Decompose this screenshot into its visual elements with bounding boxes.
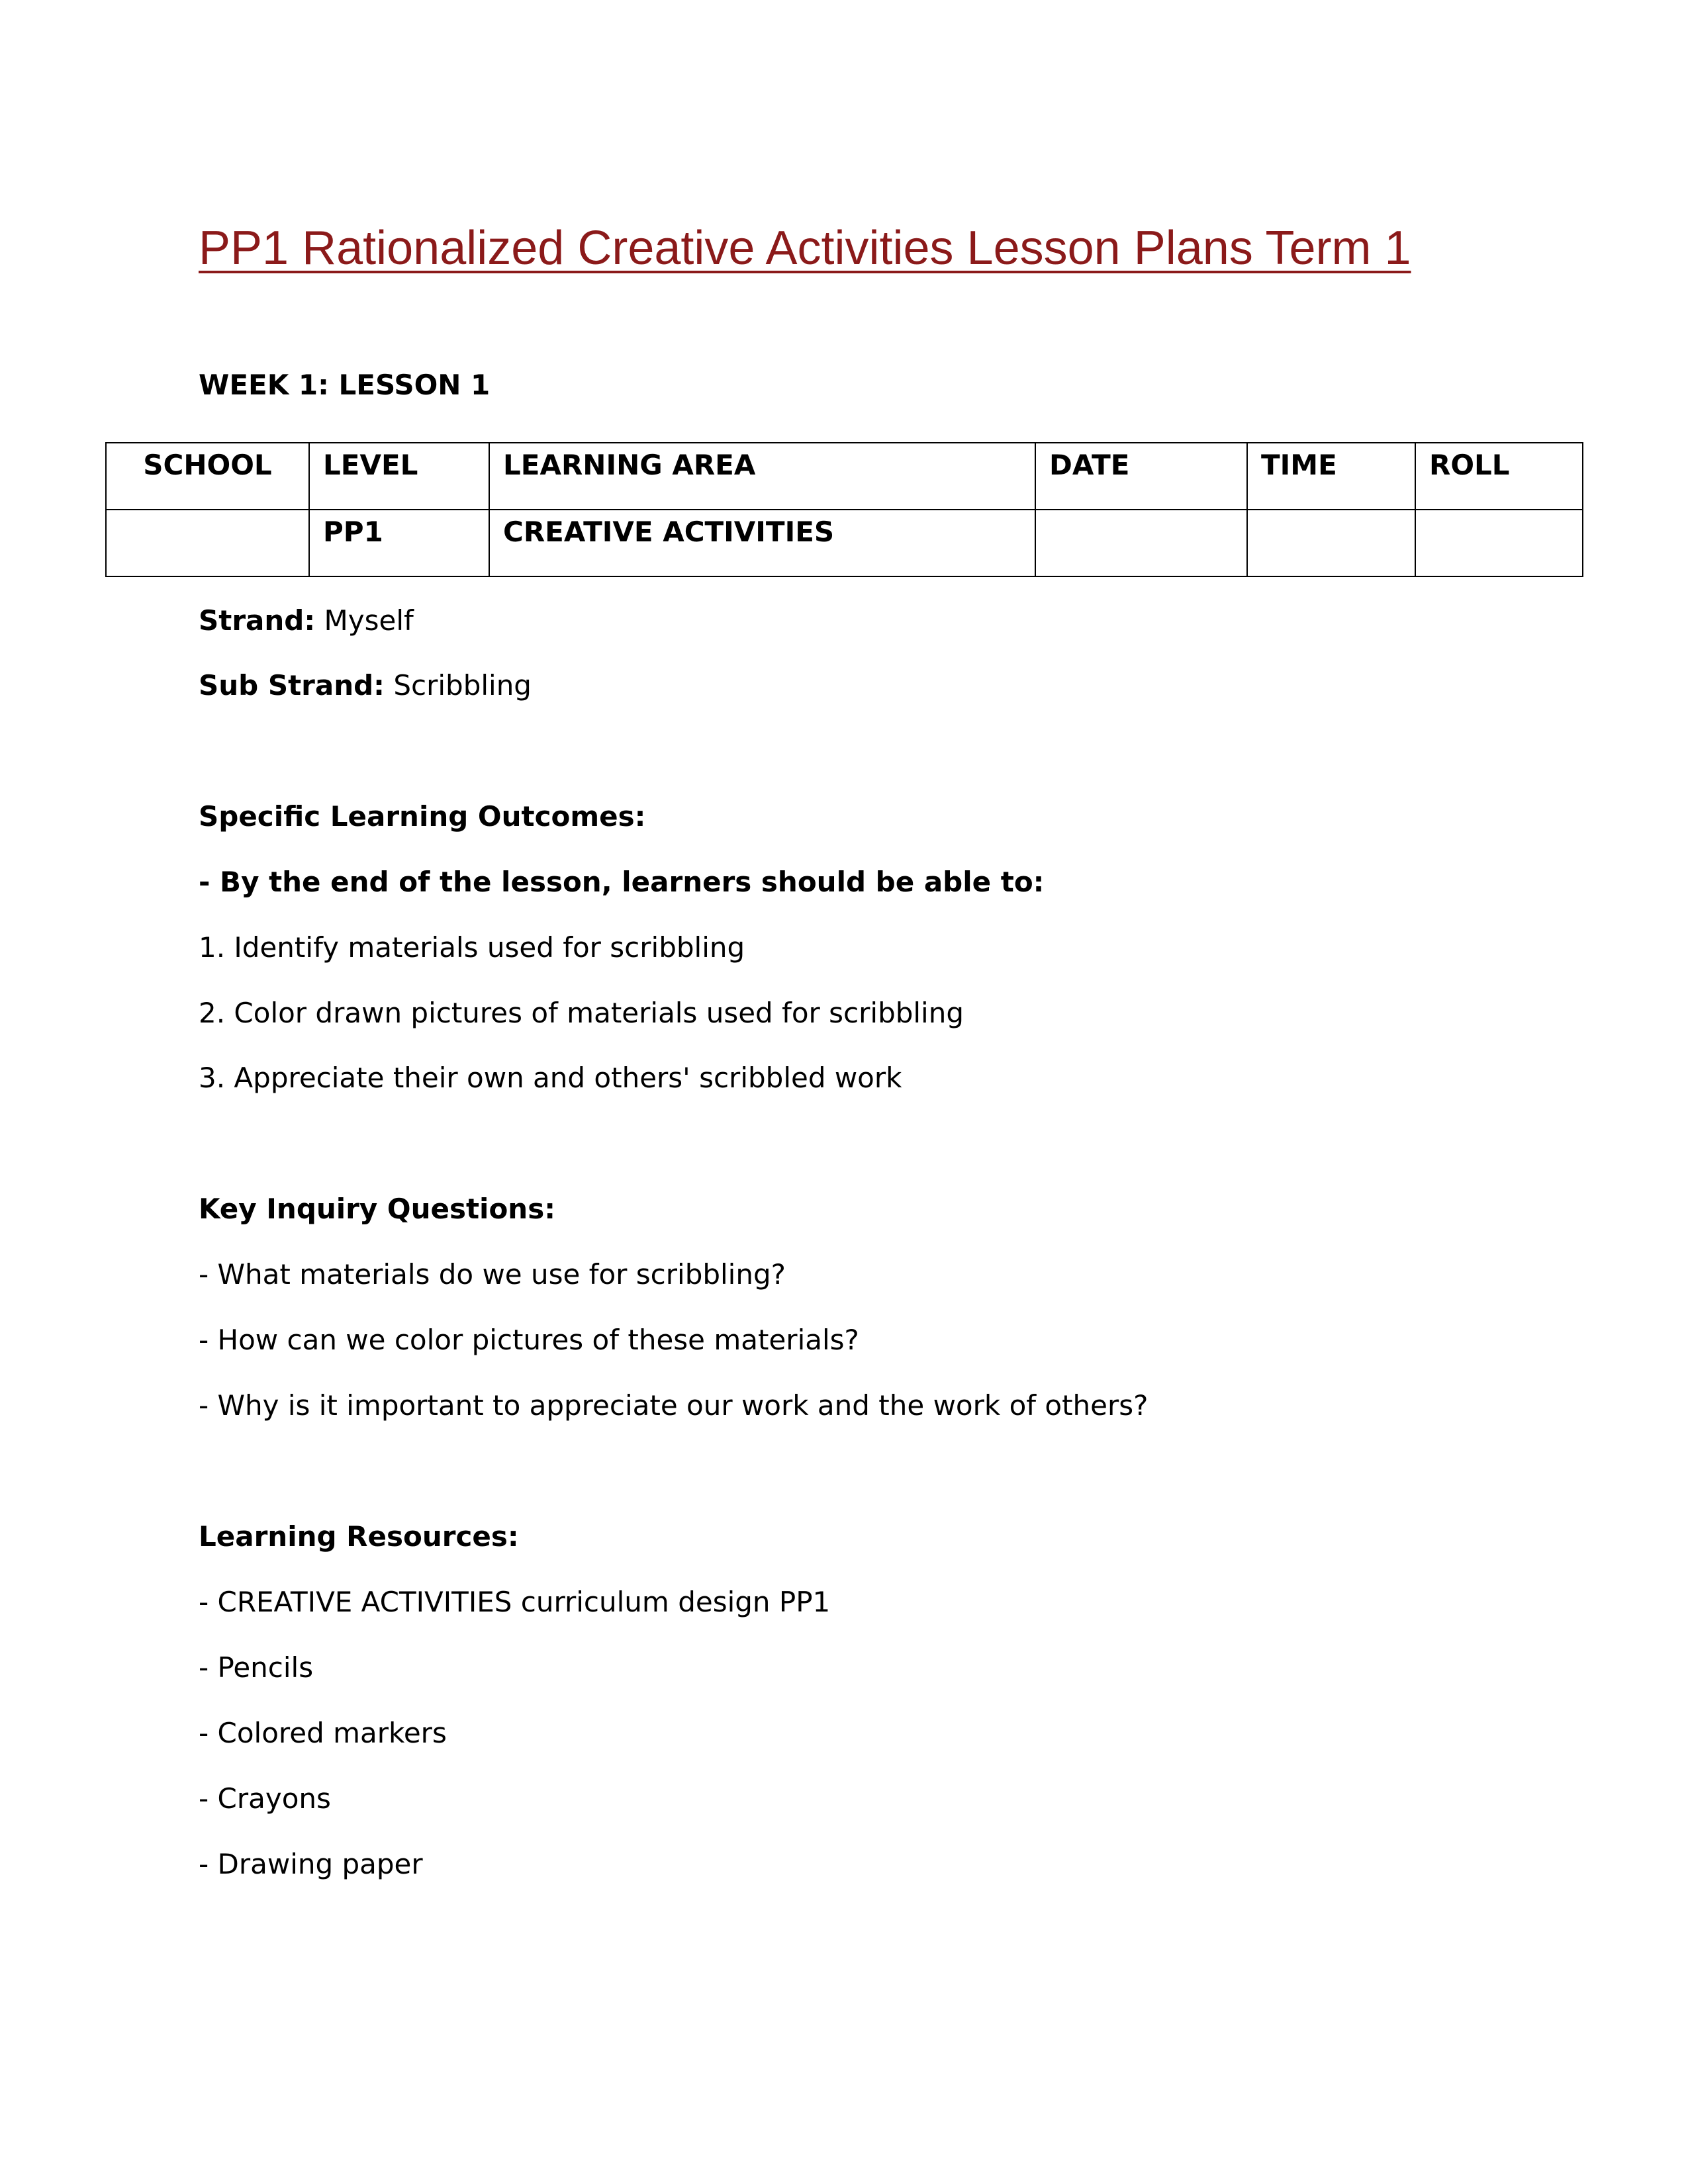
resource-item: - Crayons bbox=[199, 1782, 331, 1815]
resource-item: - CREATIVE ACTIVITIES curriculum design PP1 bbox=[199, 1586, 831, 1618]
outcomes-heading: Specific Learning Outcomes: bbox=[199, 800, 646, 833]
lesson-info-table bbox=[105, 442, 1583, 577]
outcome-item: 2. Color drawn pictures of materials used for scribbling bbox=[199, 997, 964, 1029]
inquiry-heading: Key Inquiry Questions: bbox=[199, 1193, 556, 1225]
header-learning-area: LEARNING AREA bbox=[489, 443, 1035, 510]
outcomes-intro: - By the end of the lesson, learners should be able to: bbox=[199, 866, 1045, 898]
resource-item: - Drawing paper bbox=[199, 1848, 423, 1880]
cell-level: PP1 bbox=[309, 510, 489, 576]
table-row bbox=[106, 510, 1583, 576]
inquiry-item: - Why is it important to appreciate our work and the work of others? bbox=[199, 1389, 1149, 1422]
cell-time bbox=[1247, 510, 1415, 576]
document-title: PP1 Rationalized Creative Activities Lesson Plans Term 1 bbox=[199, 222, 1411, 275]
resource-item: - Pencils bbox=[199, 1651, 314, 1684]
header-school: SCHOOL bbox=[106, 443, 309, 510]
sub-strand-line bbox=[199, 666, 532, 705]
outcome-item: 3. Appreciate their own and others' scribbled work bbox=[199, 1062, 902, 1094]
strand-value: Myself bbox=[324, 604, 414, 637]
header-level: LEVEL bbox=[309, 443, 489, 510]
header-date: DATE bbox=[1035, 443, 1247, 510]
cell-date bbox=[1035, 510, 1247, 576]
header-roll: ROLL bbox=[1415, 443, 1583, 510]
inquiry-item: - What materials do we use for scribbling? bbox=[199, 1258, 786, 1291]
table-header-row bbox=[106, 443, 1583, 510]
header-time: TIME bbox=[1247, 443, 1415, 510]
resource-item: - Colored markers bbox=[199, 1717, 447, 1749]
cell-school bbox=[106, 510, 309, 576]
strand-label: Strand: bbox=[199, 604, 316, 637]
week-heading: WEEK 1: LESSON 1 bbox=[199, 369, 491, 401]
inquiry-item: - How can we color pictures of these materials? bbox=[199, 1324, 859, 1356]
outcome-item: 1. Identify materials used for scribbling bbox=[199, 931, 745, 964]
sub-strand-value: Scribbling bbox=[393, 669, 532, 702]
cell-roll bbox=[1415, 510, 1583, 576]
strand-line bbox=[199, 601, 414, 641]
resources-heading: Learning Resources: bbox=[199, 1520, 519, 1553]
cell-learning-area: CREATIVE ACTIVITIES bbox=[489, 510, 1035, 576]
sub-strand-label: Sub Strand: bbox=[199, 669, 385, 702]
